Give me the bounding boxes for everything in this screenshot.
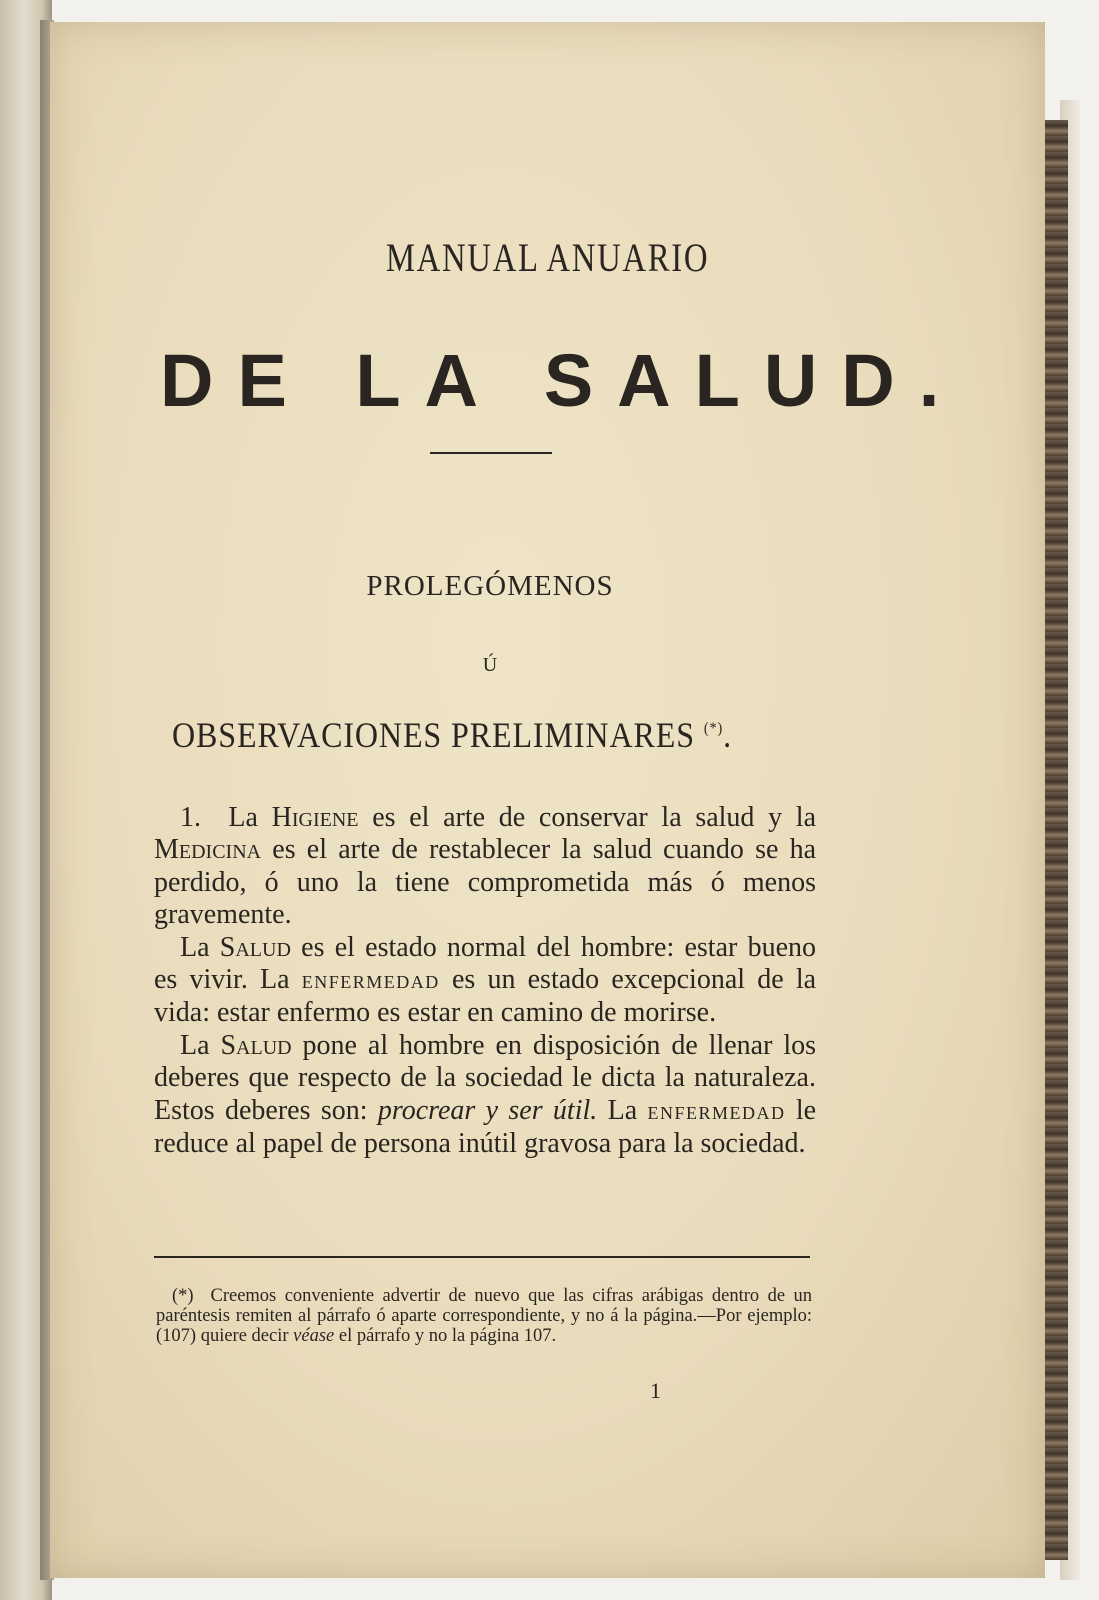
- emphasis-text: procrear y ser útil.: [377, 1094, 598, 1126]
- paragraph-3-text-d: le reduce al papel de persona inútil gravosa para la sociedad.: [154, 1094, 817, 1160]
- section-heading-2-period: .: [723, 715, 732, 755]
- paragraph-3-text-a: La: [180, 1029, 210, 1061]
- paragraph-3-text-b: pone al hombre en disposición de llenar los deberes que respecto de la sociedad le dicta la naturaleza. Estos deberes son:: [154, 1029, 817, 1126]
- paragraph-2-text-b: es el estado normal del hombre: estar bueno es vivir. La: [154, 931, 817, 996]
- body-text: [154, 802, 816, 1160]
- footnote-reference-mark: (*): [703, 720, 724, 737]
- paragraph-1-text-c: es el arte de restablecer la salud cuando se ha perdido, ó uno la tiene comprometida más ó menos gravemente.: [154, 834, 817, 931]
- paragraph-3: [154, 1030, 816, 1161]
- footnote-text: [156, 1286, 812, 1346]
- footnote-italic: véase: [293, 1326, 335, 1346]
- title-line-1: MANUAL ANUARIO: [385, 235, 710, 280]
- paragraph-2: [154, 932, 816, 1030]
- paragraph-2-text-c: es un estado excepcional de la vida: estar enfermo es estar en camino de morirse.: [154, 964, 817, 1029]
- section-heading-2: [172, 714, 795, 756]
- paragraph-1-text-b: es el arte de conservar la salud y la: [372, 802, 817, 833]
- title-line-2: DE LA SALUD.: [160, 339, 964, 422]
- title-divider: [430, 452, 552, 454]
- book-page: [50, 22, 1045, 1578]
- footnote-text-b: el párrafo y no la página 107.: [338, 1326, 557, 1346]
- term-enfermedad: enfermedad: [301, 967, 440, 995]
- page-number: 1: [650, 1378, 661, 1403]
- section-heading-1: PROLEGÓMENOS: [366, 570, 614, 602]
- term-salud: Salud: [219, 931, 291, 963]
- section-heading-2-text: OBSERVACIONES PRELIMINARES: [172, 715, 695, 755]
- section-conjunction: Ú: [482, 654, 498, 676]
- term-enfermedad: enfermedad: [647, 1097, 786, 1125]
- footnote-divider: [154, 1256, 810, 1258]
- footnote-text-a: Creemos conveniente advertir de nuevo que las cifras arábigas dentro de un paréntesis remiten al párrafo ó aparte correspondiente, y no á la página.—Por ejemplo: (107) quiere decir: [156, 1286, 812, 1346]
- term-salud: Salud: [220, 1029, 292, 1061]
- term-higiene: Higiene: [271, 802, 359, 833]
- paragraph-3-text-c: La: [607, 1094, 638, 1126]
- footnote-mark: (*): [172, 1286, 194, 1306]
- paragraph-1-text-a: La: [228, 802, 258, 833]
- term-medicina: Medicina: [154, 834, 262, 866]
- footnote: [156, 1286, 812, 1346]
- paragraph-2-text-a: La: [180, 931, 210, 963]
- paragraph-number: 1.: [180, 802, 201, 833]
- paragraph-1: [154, 802, 816, 932]
